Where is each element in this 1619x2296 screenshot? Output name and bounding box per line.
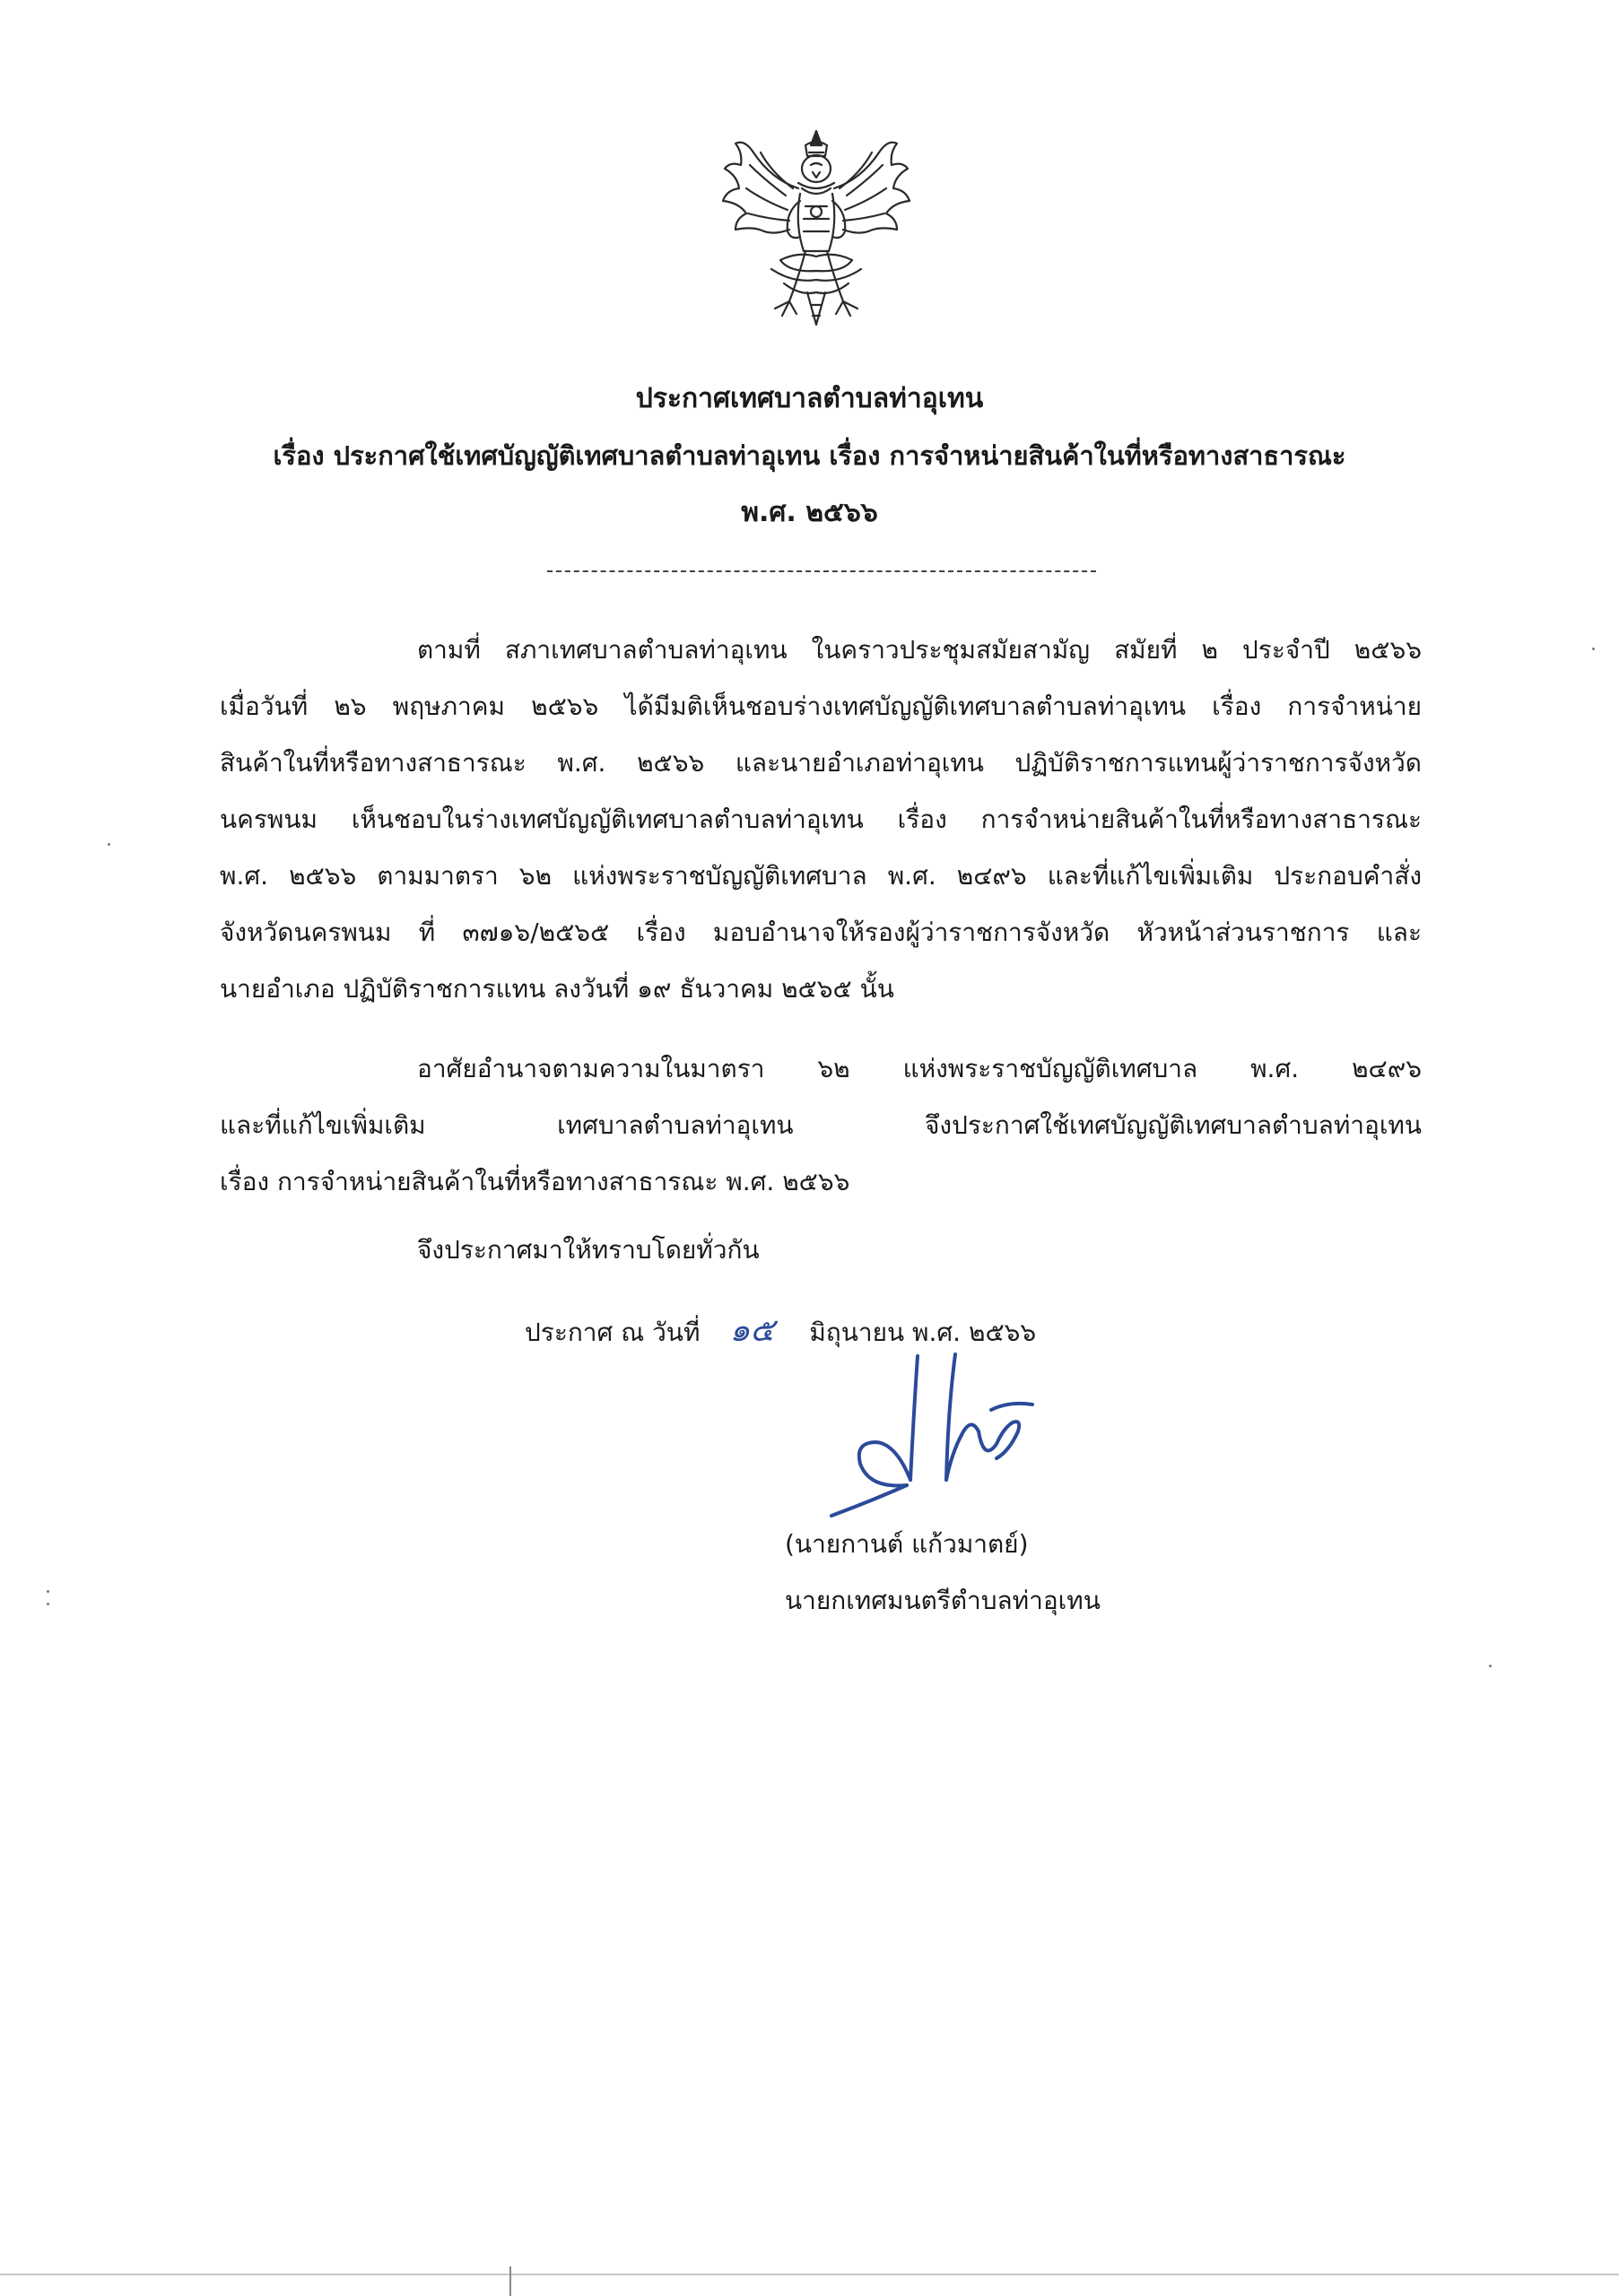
body-paragraph-2 [220,1040,1422,1210]
paragraph-line: จังหวัดนครพนม ที่ ๓๗๑๖/๒๕๖๕ เรื่อง มอบอำนาจให้รองผู้ว่าราชการจังหวัด หัวหน้าส่วนราชการ และ [220,918,1422,947]
paragraph-line: และที่แก้ไขเพิ่มเติม เทศบาลตำบลท่าอุเทน จึงประกาศใช้เทศบัญญัติเทศบาลตำบลท่าอุเทน [220,1110,1422,1140]
paragraph-line: สินค้าในที่หรือทางสาธารณะ พ.ศ. ๒๕๖๖ และนายอำเภอท่าอุเทน ปฏิบัติราชการแทนผู้ว่าราชการจังหวัด [220,748,1422,778]
paragraph-line: เรื่อง การจำหน่ายสินค้าในที่หรือทางสาธารณะ พ.ศ. ๒๕๖๖ [220,1167,850,1196]
scan-edge-line [0,2274,1619,2275]
date-prefix: ประกาศ ณ วันที่ [525,1318,701,1347]
scan-speck [47,1590,49,1593]
signer-title: นายกเทศมนตรีตำบลท่าอุเทน [785,1586,1101,1615]
announcement-title: ประกาศเทศบาลตำบลท่าอุเทน [635,383,984,414]
paragraph-line: นครพนม เห็นชอบในร่างเทศบัญญัติเทศบาลตำบลท่าอุเทน เรื่อง การจำหน่ายสินค้าในที่หรือทางสาธารณะ [220,804,1422,834]
signer-name: (นายกานต์ แก้วมาตย์) [785,1529,1029,1559]
title-divider [547,570,1096,572]
announcement-year: พ.ศ. ๒๕๖๖ [741,497,878,528]
date-month-year: มิถุนายน พ.ศ. ๒๕๖๖ [809,1318,1037,1347]
paragraph-line: พ.ศ. ๒๕๖๖ ตามมาตรา ๖๒ แห่งพระราชบัญญัติเทศบาล พ.ศ. ๒๔๙๖ และที่แก้ไขเพิ่มเติม ประกอบคำสั่ง [220,861,1422,891]
paragraph-line: อาศัยอำนาจตามความในมาตรา ๖๒ แห่งพระราชบัญญัติเทศบาล พ.ศ. ๒๔๙๖ [417,1054,1422,1083]
handwritten-signature-icon [821,1345,1054,1525]
scan-speck [1592,648,1595,650]
paragraph-line: นายอำเภอ ปฏิบัติราชการแทน ลงวันที่ ๑๙ ธันวาคม ๒๕๖๕ นั้น [220,974,894,1004]
scan-speck [1489,1665,1492,1667]
paragraph-line: เมื่อวันที่ ๒๖ พฤษภาคม ๒๕๖๖ ได้มีมติเห็นชอบร่างเทศบัญญัติเทศบาลตำบลท่าอุเทน เรื่อง การจำหน่าย [220,691,1422,721]
garuda-emblem-icon [718,126,915,332]
date-day-handwritten: ๑๕ [729,1312,775,1349]
scan-edge-tick [509,2266,511,2296]
paragraph-line: ตามที่ สภาเทศบาลตำบลท่าอุเทน ในคราวประชุมสมัยสามัญ สมัยที่ ๒ ประจำปี ๒๕๖๖ [417,635,1422,665]
body-paragraph-1 [220,622,1422,1017]
scan-speck [108,843,110,846]
body-paragraph-3: จึงประกาศมาให้ทราบโดยทั่วกัน [417,1235,760,1265]
announcement-subject: เรื่อง ประกาศใช้เทศบัญญัติเทศบาลตำบลท่าอุเทน เรื่อง การจำหน่ายสินค้าในที่หรือทางสาธารณะ [273,440,1346,471]
scan-speck [47,1603,49,1605]
